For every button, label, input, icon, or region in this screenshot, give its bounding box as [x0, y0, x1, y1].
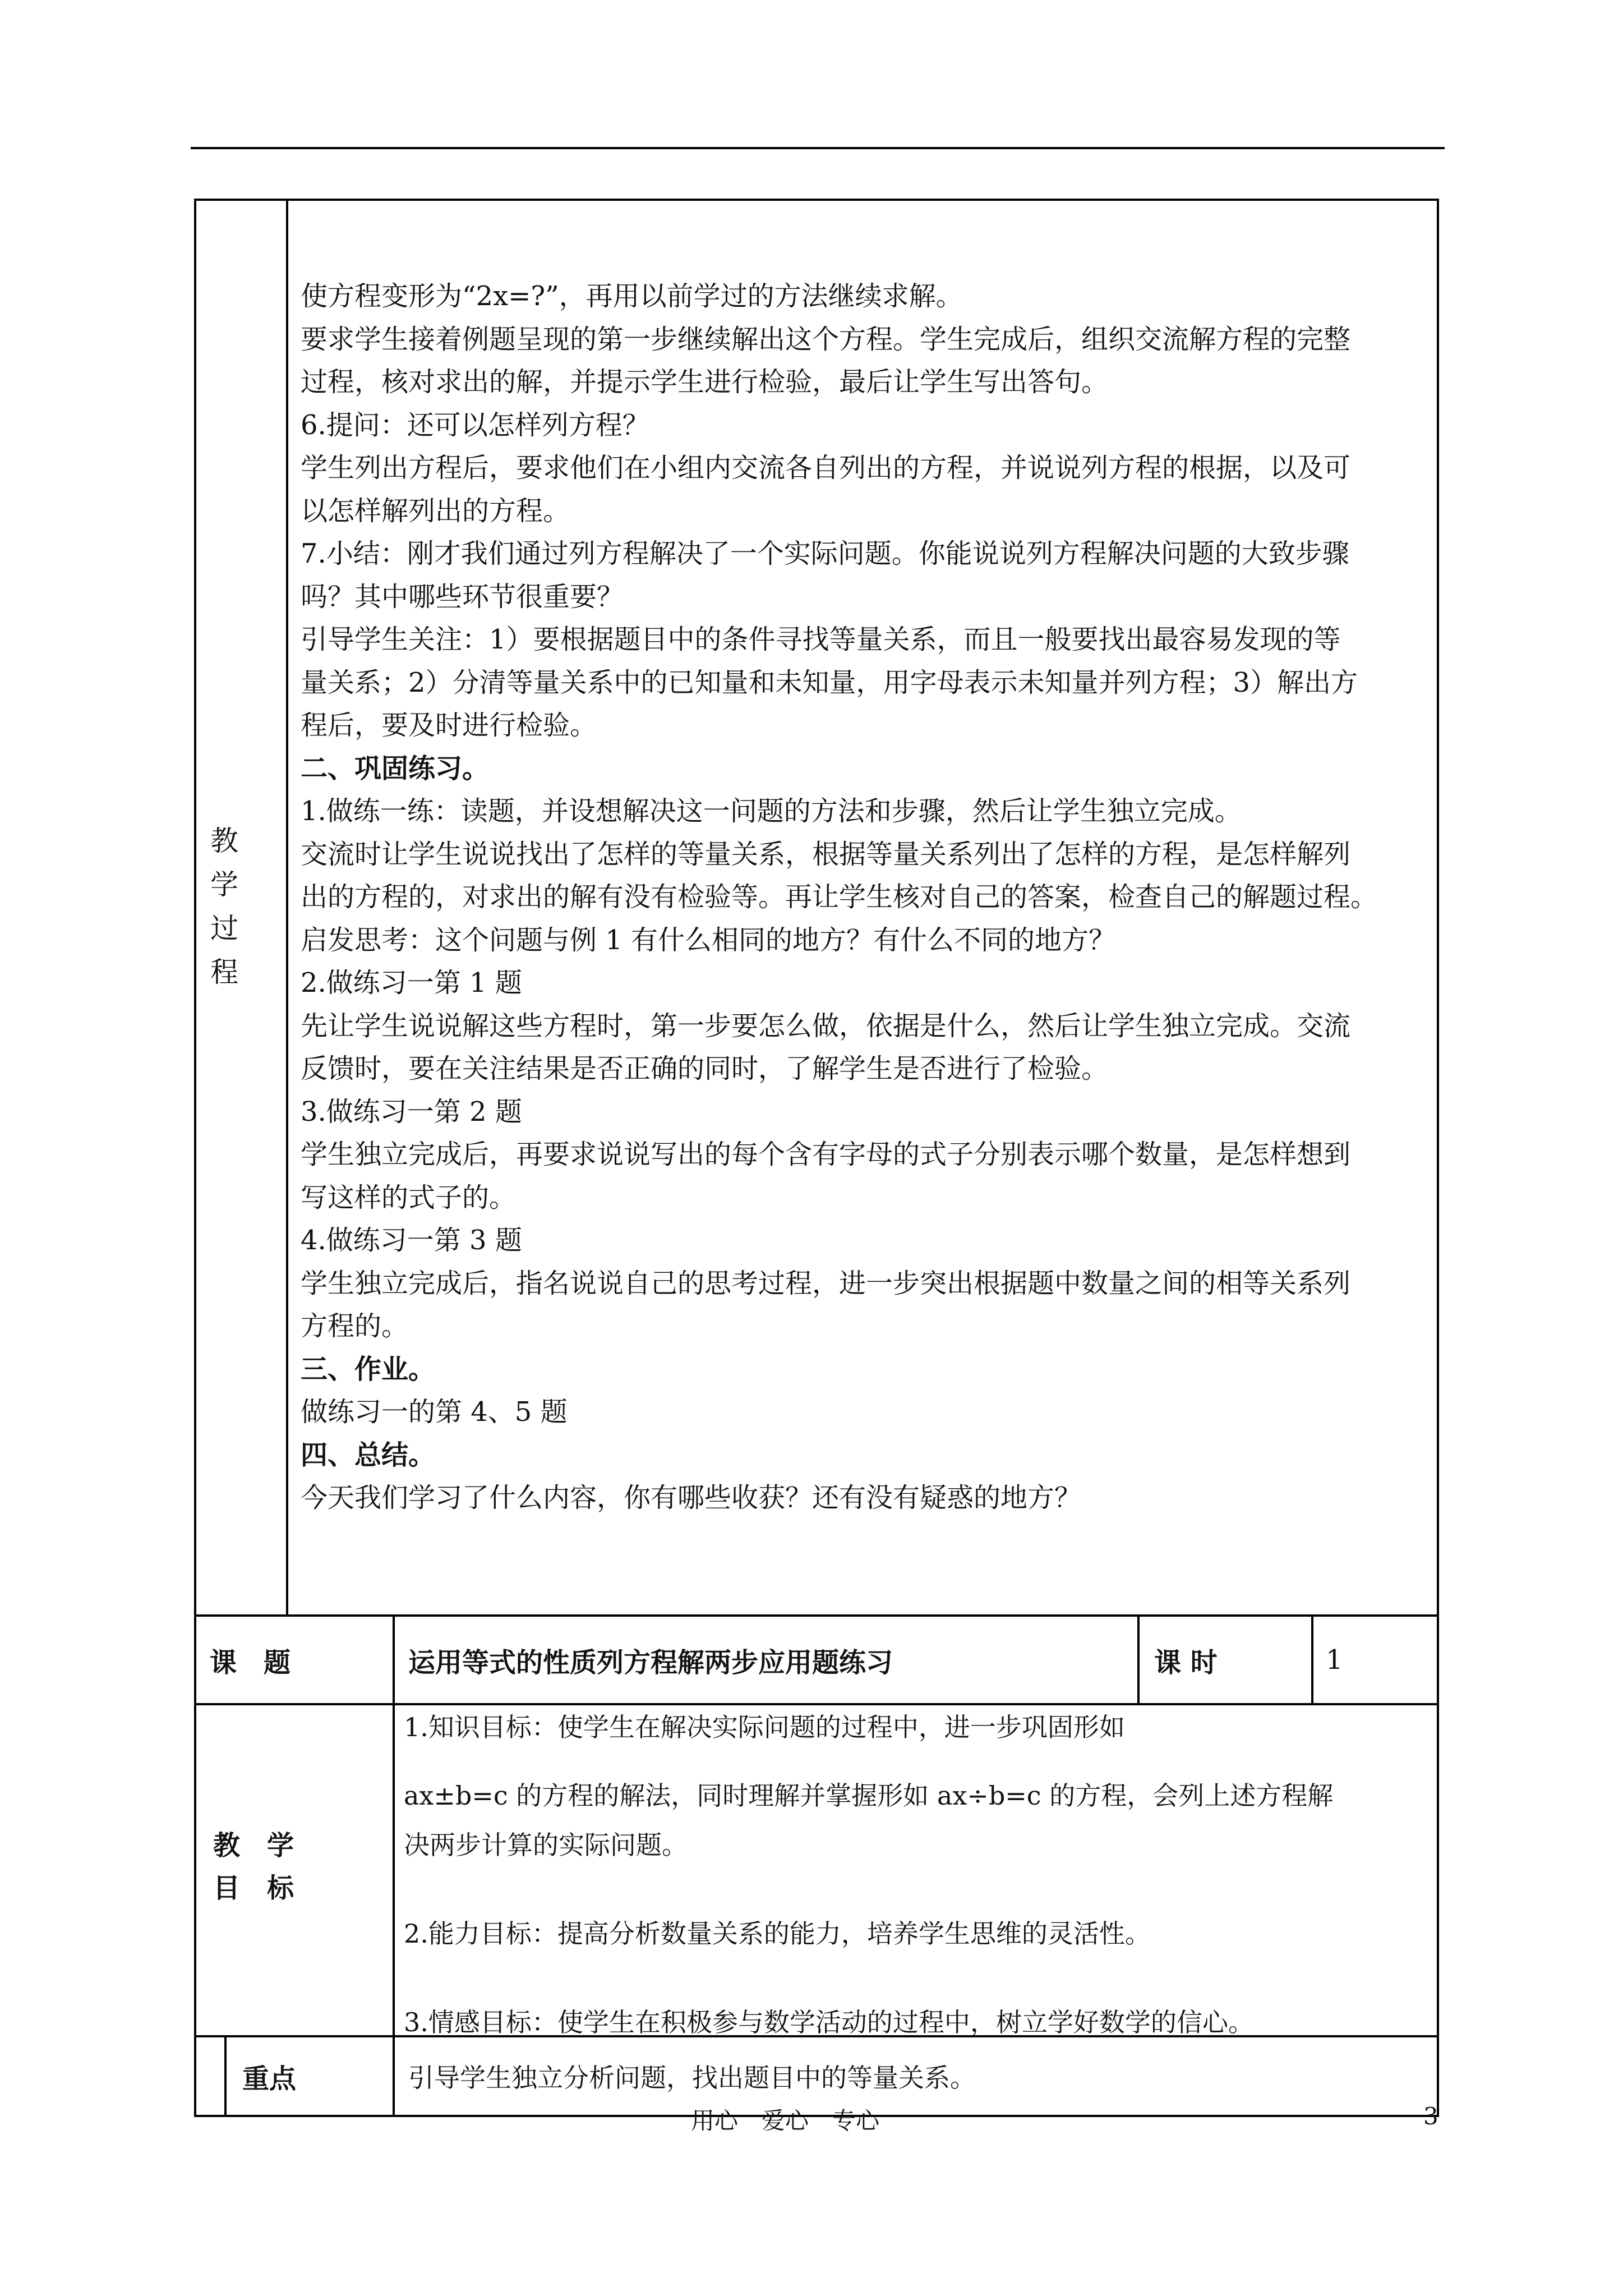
process-line: 要求学生接着例题呈现的第一步继续解出这个方程。学生完成后，组织交流解方程的完整 [301, 323, 1351, 355]
topic-label: 课 题 [210, 1646, 291, 1678]
process-label: 教 学 过 程 [210, 825, 238, 988]
process-line: 学生列出方程后，要求他们在小组内交流各自列出的方程，并说说列方程的根据，以及可 [301, 452, 1351, 484]
process-line: 7.小结：刚才我们通过列方程解决了一个实际问题。你能说说列方程解决问题的大致步骤 [301, 538, 1349, 569]
process-line: 学生独立完成后，指名说说自己的思考过程，进一步突出根据题中数量之间的相等关系列 [301, 1267, 1351, 1299]
process-line: 吗？其中哪些环节很重要？ [301, 581, 624, 613]
key-points-label: 重点 [242, 2063, 297, 2095]
table-border-right [1437, 199, 1439, 2117]
topic-value: 运用等式的性质列方程解两步应用题练习 [408, 1646, 893, 1678]
goal-emotion: 3.情感目标：使学生在积极参与数学活动的过程中，树立学好数学的信心。 [404, 2007, 1254, 2037]
process-body [301, 275, 1422, 1520]
hours-label: 课 时 [1154, 1646, 1218, 1678]
section-heading: 三、作业。 [301, 1353, 436, 1385]
process-line: 过程，核对求出的解，并提示学生进行检验，最后让学生写出答句。 [301, 366, 1109, 398]
process-line: 量关系；2）分清等量关系中的已知量和未知量，用字母表示未知量并列方程；3）解出方 [301, 666, 1358, 698]
col-divider-keypoints [224, 2035, 227, 2117]
process-line: 出的方程的，对求出的解有没有检验等。再让学生核对自己的答案，检查自己的解题过程。 [301, 881, 1378, 913]
goals-list [404, 1691, 1424, 2039]
process-line: 1.做练一练：读题，并设想解决这一问题的方法和步骤，然后让学生独立完成。 [301, 795, 1242, 827]
goal-knowledge-line1: 1.知识目标：使学生在解决实际问题的过程中，进一步巩固形如 [404, 1712, 1125, 1742]
section-heading: 二、巩固练习。 [301, 752, 490, 784]
process-line: 以怎样解列出的方程。 [301, 495, 570, 527]
table-border-top [194, 199, 1439, 201]
process-line: 程后，要及时进行检验。 [301, 710, 597, 741]
process-line: 学生独立完成后，再要求说说写出的每个含有字母的式子分别表示哪个数量，是怎样想到 [301, 1139, 1351, 1170]
inner-divider-process [286, 199, 288, 1616]
process-line: 反馈时，要在关注结果是否正确的同时，了解学生是否进行了检验。 [301, 1053, 1109, 1084]
page-number: 3 [1423, 2102, 1438, 2130]
process-line: 写这样的式子的。 [301, 1181, 517, 1213]
process-line: 引导学生关注：1）要根据题目中的条件寻找等量关系，而且一般要找出最容易发现的等 [301, 624, 1341, 655]
col-divider-label [393, 1614, 395, 2117]
goal-knowledge-line3: 决两步计算的实际问题。 [404, 1830, 688, 1860]
process-line: 启发思考：这个问题与例 1 有什么相同的地方？有什么不同的地方？ [301, 924, 1116, 956]
process-line: 方程的。 [301, 1310, 409, 1342]
table-border-left [194, 199, 196, 2117]
process-line: 4.做练习一第 3 题 [301, 1225, 522, 1256]
key-points-value: 引导学生独立分析问题，找出题目中的等量关系。 [408, 2063, 976, 2093]
header-rule [191, 147, 1445, 149]
footer-motto: 用心 爱心 专心 [691, 2107, 880, 2134]
process-line: 2.做练习一第 1 题 [301, 967, 522, 999]
process-line: 交流时让学生说说找出了怎样的等量关系，根据等量关系列出了怎样的方程，是怎样解列 [301, 838, 1351, 870]
section-heading: 四、总结。 [301, 1439, 436, 1471]
process-line: 做练习一的第 4、5 题 [301, 1396, 568, 1428]
process-line: 今天我们学习了什么内容，你有哪些收获？还有没有疑惑的地方？ [301, 1482, 1082, 1513]
process-line: 6.提问：还可以怎样列方程？ [301, 409, 649, 441]
goal-ability: 2.能力目标：提高分析数量关系的能力，培养学生思维的灵活性。 [404, 1918, 1151, 1949]
hours-value: 1 [1326, 1644, 1343, 1676]
process-line: 使方程变形为“2x=?”，再用以前学过的方法继续求解。 [301, 280, 963, 312]
col-divider-hours-label [1137, 1614, 1140, 1704]
goals-label: 教 学 目 标 [213, 1830, 294, 1904]
process-line: 3.做练习一第 2 题 [301, 1096, 522, 1128]
col-divider-hours-value [1311, 1614, 1313, 1704]
goal-knowledge-line2: ax±b=c 的方程的解法，同时理解并掌握形如 ax÷b=c 的方程，会列上述方程解 [404, 1780, 1334, 1811]
process-line: 先让学生说说解这些方程时，第一步要怎么做，依据是什么，然后让学生独立完成。交流 [301, 1010, 1351, 1042]
